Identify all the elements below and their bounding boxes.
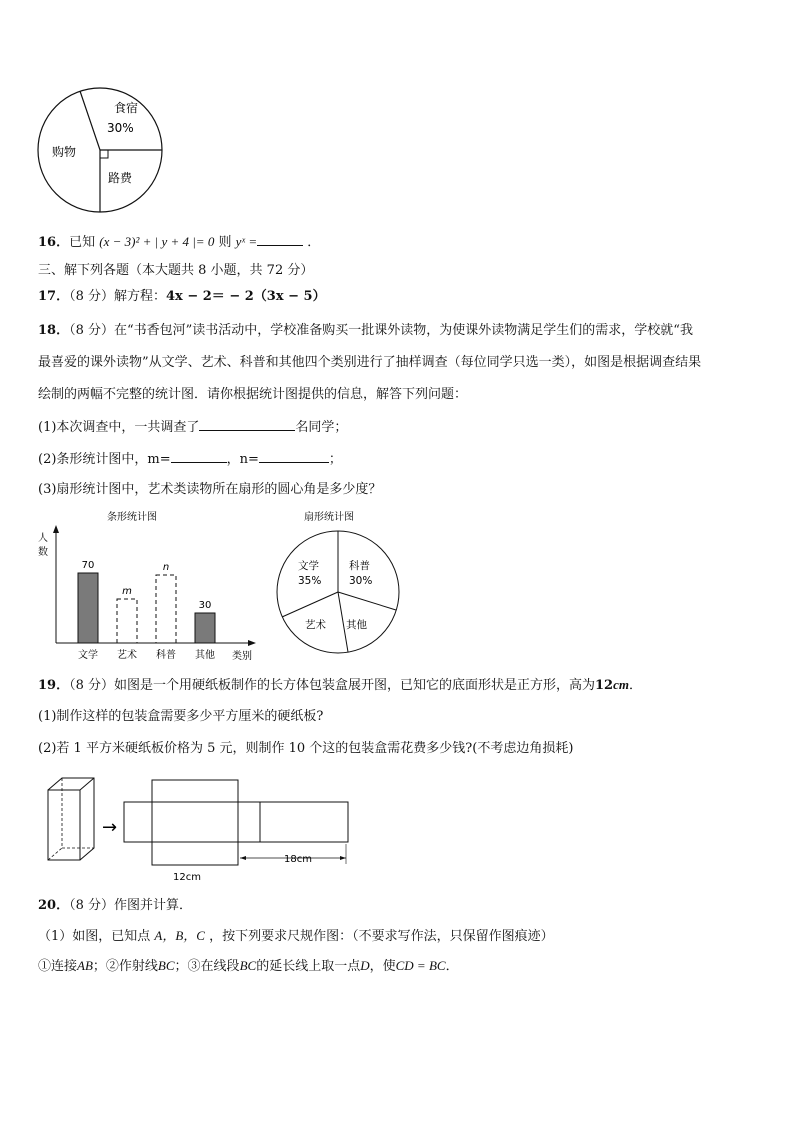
bar-category-label-1: 艺术 [117,650,137,661]
pie-label-gouwu: 购物 [52,145,77,159]
sector-chart-title: 扇形统计图 [304,512,354,523]
q20-step3-rest: 的延长线上取一点 [256,959,361,974]
q20-text: 作图并计算． [114,898,193,913]
q19-points: （8 分） [69,678,114,693]
bar-2 [156,575,176,643]
q16-prefix: 已知 [69,235,96,250]
cuboid [48,778,94,860]
q20-step2-math: BC [157,958,175,973]
q18-line3: 绘制的两幅不完整的统计图．请你根据统计图提供的信息，解答下列问题： [38,387,468,402]
q18-sub3: (3)扇形统计图中，艺术类读物所在扇形的圆心角是多少度？ [38,482,382,497]
net-diagram [124,780,348,865]
q20-step2: ；②作射线 [92,959,158,974]
q20 [38,897,192,915]
q16-mid: 则 [218,235,232,250]
q18-line2: 最喜爱的课外读物”从文学、艺术、科普和其他四个类别进行了抽样调查（每位同学只选一类），如图是根据调查结果 [38,355,702,370]
q20-step1: ①连接 [38,959,78,974]
q19-sub1: (1)制作这样的包装盒需要多少平方厘米的硬纸板? [38,709,324,724]
q20-sub1-text: （1）如图，已知点 [38,929,151,944]
q20-steps [38,957,459,976]
q18-sub2-mid: ，n= [226,452,259,467]
bar-0 [78,573,98,643]
q17-points: （8 分） [69,289,114,304]
q18-points: （8 分） [69,323,114,338]
q20-step3-end: ． [445,959,459,974]
q18-m-blank[interactable] [171,449,227,463]
q16-tail: ． [307,235,321,250]
pie-label-shisu: 食宿 [114,101,139,115]
q18-line1 [38,322,693,340]
bar-data-label-1: m [122,586,132,597]
dimension-18cm: 18cm [284,854,312,865]
q16-result: yˣ = [235,234,258,249]
bar-data-label-0: 70 [81,560,95,571]
sector-label-kepu: 科普 [349,560,370,572]
q20-step3-d: D [360,958,370,973]
q20-points: （8 分） [69,898,114,913]
net-arrow: → [102,817,118,838]
q19 [38,676,642,695]
q17-text: 解方程： [114,289,167,304]
q18-sub1-prefix: (1)本次调查中，一共调查了 [38,420,200,435]
bar-chart-ylabel-1: 人 [38,533,48,544]
bar-1 [117,599,137,643]
q19-end: ． [629,678,643,693]
q16-expression: (x − 3)² + | y + 4 |= 0 [99,234,215,249]
q16 [38,232,320,252]
pie-value-shisu: 30% [107,121,134,135]
bar-3 [195,613,215,643]
q17-equation: 4x − 2＝ − 2（3x − 5） [166,289,326,304]
q19-sub2: (2)若 1 平方米硬纸板价格为 5 元，则制作 10 个这的包装盒需花费多少钱?(不考虑边角损耗) [38,741,574,756]
q18-sub2 [38,449,342,469]
sector-value-kepu: 30% [349,575,373,587]
bar-category-label-2: 科普 [156,650,176,661]
q20-points-list: A，B，C [154,928,205,943]
q19-unit: cm [613,677,629,692]
q18-n-blank[interactable] [259,449,329,463]
q18-sub1 [38,417,347,437]
q18-sub2-suffix: ； [328,452,342,467]
bar-data-label-2: n [162,562,170,573]
q20-sub1-rest: ，按下列要求尺规作图：（不要求写作法，只保留作图痕迹） [209,929,554,944]
q17-number: 17． [38,289,70,304]
q19-number: 19． [38,678,70,693]
q20-step3-rest2: ，使 [369,959,396,974]
sector-label-yishu: 艺术 [305,619,326,631]
bar-category-label-0: 文学 [78,650,98,661]
q18-sub1-blank[interactable] [199,417,295,431]
x-axis-arrow [248,640,256,646]
pie-label-lufei: 路费 [108,171,133,185]
q18-number: 18． [38,323,70,338]
q19-height: 12 [595,678,614,693]
q20-step3-math: BC [239,958,257,973]
q20-number: 20． [38,898,70,913]
q19-text: 如图是一个用硬纸板制作的长方体包装盒展开图，已知它的底面形状是正方形，高为 [114,678,596,693]
sector-value-wenxue: 35% [298,575,322,587]
sector-chart [272,505,402,660]
q16-number: 16． [38,235,70,250]
bar-chart [30,505,270,665]
q17 [38,288,326,306]
box-net-figure [40,768,360,888]
bar-chart-ylabel-2: 数 [38,547,48,558]
q20-step3-eq: CD = BC [395,958,446,973]
y-axis-arrow [53,525,59,533]
q20-step3: ；③在线段 [174,959,240,974]
q16-answer-blank[interactable] [257,232,303,246]
q18-para1: 在“书香包河”读书活动中，学校准备购买一批课外读物，为使课外读物满足学生们的需求，学校就“我 [114,323,693,338]
section3-title: 三、解下列各题（本大题共 8 小题，共 72 分） [38,263,314,278]
bar-category-label-3: 其他 [195,650,215,661]
q20-step1-math: AB [77,958,93,973]
sector-label-qita: 其他 [346,619,367,631]
q20-sub1 [38,927,554,946]
bar-chart-title: 条形统计图 [107,512,157,523]
dimension-12cm: 12cm [173,872,201,883]
q18-sub1-suffix: 名同学； [295,420,348,435]
bar-chart-xlabel: 类别 [232,651,252,662]
top-pie-chart [30,78,170,218]
sector-label-wenxue: 文学 [298,560,319,572]
q18-sub2-prefix: (2)条形统计图中，m= [38,452,171,467]
bar-data-label-3: 30 [198,600,212,611]
